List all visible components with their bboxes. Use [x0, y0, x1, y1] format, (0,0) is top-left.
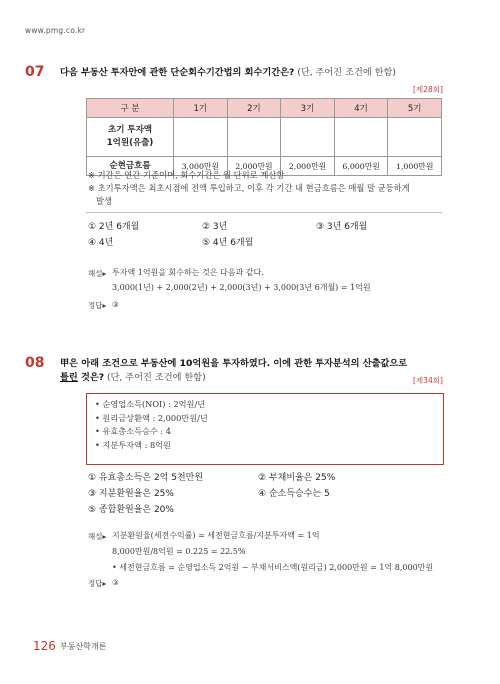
table-header-cell: 5기 — [388, 99, 442, 118]
q8-option-2[interactable]: ② 부채비율은 25% — [258, 473, 336, 483]
table-header-cell: 3기 — [281, 99, 335, 118]
table-cell: 3,000만원 — [174, 157, 228, 176]
q7-solution-line2: 3,000(1년) + 2,000(2년) + 2,000(3년) + 3,000(3년 6개월) = 1억원 — [112, 283, 371, 292]
q8-option-1[interactable]: ① 유효총소득은 2억 5천만원 — [88, 473, 204, 483]
cash-flow-table — [86, 98, 442, 176]
table-header-cell: 4기 — [334, 99, 388, 118]
q7-option-4[interactable]: ④ 4년 — [88, 238, 114, 248]
site-url: www.pmg.co.kr — [25, 26, 86, 35]
table-cell — [174, 118, 228, 157]
q8-solution-line1: 지분환원율(세전수익률) = 세전현금흐름/지분투자액 = 1억 — [112, 531, 320, 540]
condition-item: • 원리금상환액 : 2,000만원/년 — [95, 412, 208, 423]
q7-option-2[interactable]: ② 3년 — [202, 222, 228, 232]
table-row — [87, 118, 442, 157]
question-08-keyword: 틀린 — [60, 372, 78, 383]
table-cell: 1,000만원 — [388, 157, 442, 176]
q8-option-3[interactable]: ③ 지분환원율은 25% — [88, 489, 174, 499]
q7-option-1[interactable]: ① 2년 6개월 — [88, 222, 140, 232]
question-07-exam-tag: [제28회] — [413, 85, 443, 94]
condition-item: • 유효총소득승수 : 4 — [95, 426, 171, 436]
initial-investment-label — [87, 118, 174, 157]
q8-answer: ③ — [112, 578, 119, 587]
question-08-stem-line2: 것은? — [77, 372, 105, 383]
q7-answer-label: 정답▸ — [88, 301, 107, 310]
question-07-text — [60, 66, 480, 80]
q7-solution-line1: 투자액 1억원을 회수하는 것은 다음과 같다. — [112, 268, 264, 277]
initial-investment-label-line2: 1억원(유출) — [106, 138, 154, 148]
q7-option-5[interactable]: ⑤ 4년 6개월 — [202, 238, 254, 248]
book-title: 부동산학개론 — [60, 642, 107, 651]
q7-solution-label: 해설▸ — [88, 269, 107, 278]
question-08-number: 08 — [25, 355, 45, 371]
question-07-number: 07 — [25, 64, 45, 80]
initial-investment-label-line1: 초기 투자액 — [107, 125, 152, 135]
divider — [86, 212, 442, 213]
condition-item: • 순영업소득(NOI) : 2억원/년 — [95, 399, 206, 409]
table-header-cell: 2기 — [227, 99, 281, 118]
net-cash-flow-label: 순현금흐름 — [87, 157, 174, 176]
note-line: 발생 — [96, 196, 113, 206]
q8-answer-label: 정답▸ — [88, 579, 107, 588]
question-07-condition: (단, 주어진 조건에 한함) — [297, 67, 396, 78]
question-07-stem: 다음 부동산 투자안에 관한 단순회수기간법의 회수기간은? — [60, 67, 295, 78]
note-line: ※ 기간은 연간 기준이며, 회수기간은 월 단위로 계산함 — [88, 170, 285, 180]
condition-box — [86, 393, 444, 465]
q8-option-5[interactable]: ⑤ 종합환원율은 20% — [88, 505, 174, 515]
table-cell: 6,000만원 — [334, 157, 388, 176]
q8-solution-label: 해설▸ — [88, 532, 107, 541]
table-cell: 2,000만원 — [227, 157, 281, 176]
question-08-stem-line1: 甲은 아래 조건으로 부동산에 10억원을 투자하였다. 이에 관한 투자분석의 산출값으로 — [60, 358, 408, 369]
q7-answer: ③ — [112, 300, 119, 309]
table-cell: 2,000만원 — [281, 157, 335, 176]
question-08-exam-tag: [제34회] — [413, 376, 443, 385]
condition-list — [87, 394, 443, 452]
question-08-condition: (단, 주어진 조건에 한함) — [106, 372, 206, 383]
table-cell — [388, 118, 442, 157]
question-07-notes — [88, 169, 448, 208]
table-cell — [281, 118, 335, 157]
page-number: 126 — [33, 639, 56, 653]
table-cell — [227, 118, 281, 157]
table-header-row — [87, 99, 442, 118]
q8-solution-line2: 8,000만원/8억원 = 0.225 = 22.5% — [112, 547, 246, 556]
note-line: ※ 초기투자액은 최초시점에 전액 투입하고, 이후 각 기간 내 현금흐름은 매월 말 균등하게 — [88, 183, 410, 193]
q7-option-3[interactable]: ③ 3년 6개월 — [316, 222, 368, 232]
table-header-cell: 구 분 — [87, 99, 174, 118]
table-header-cell: 1기 — [174, 99, 228, 118]
q8-option-4[interactable]: ④ 순소득승수는 5 — [258, 489, 330, 499]
q8-solution-line3: • 세전현금흐름 = 순영업소득 2억원 − 부채서비스액(원리금) 2,000만원 = 1억 8,000만원 — [112, 563, 434, 572]
condition-item: • 지분투자액 : 8억원 — [95, 439, 171, 450]
table-cell — [334, 118, 388, 157]
